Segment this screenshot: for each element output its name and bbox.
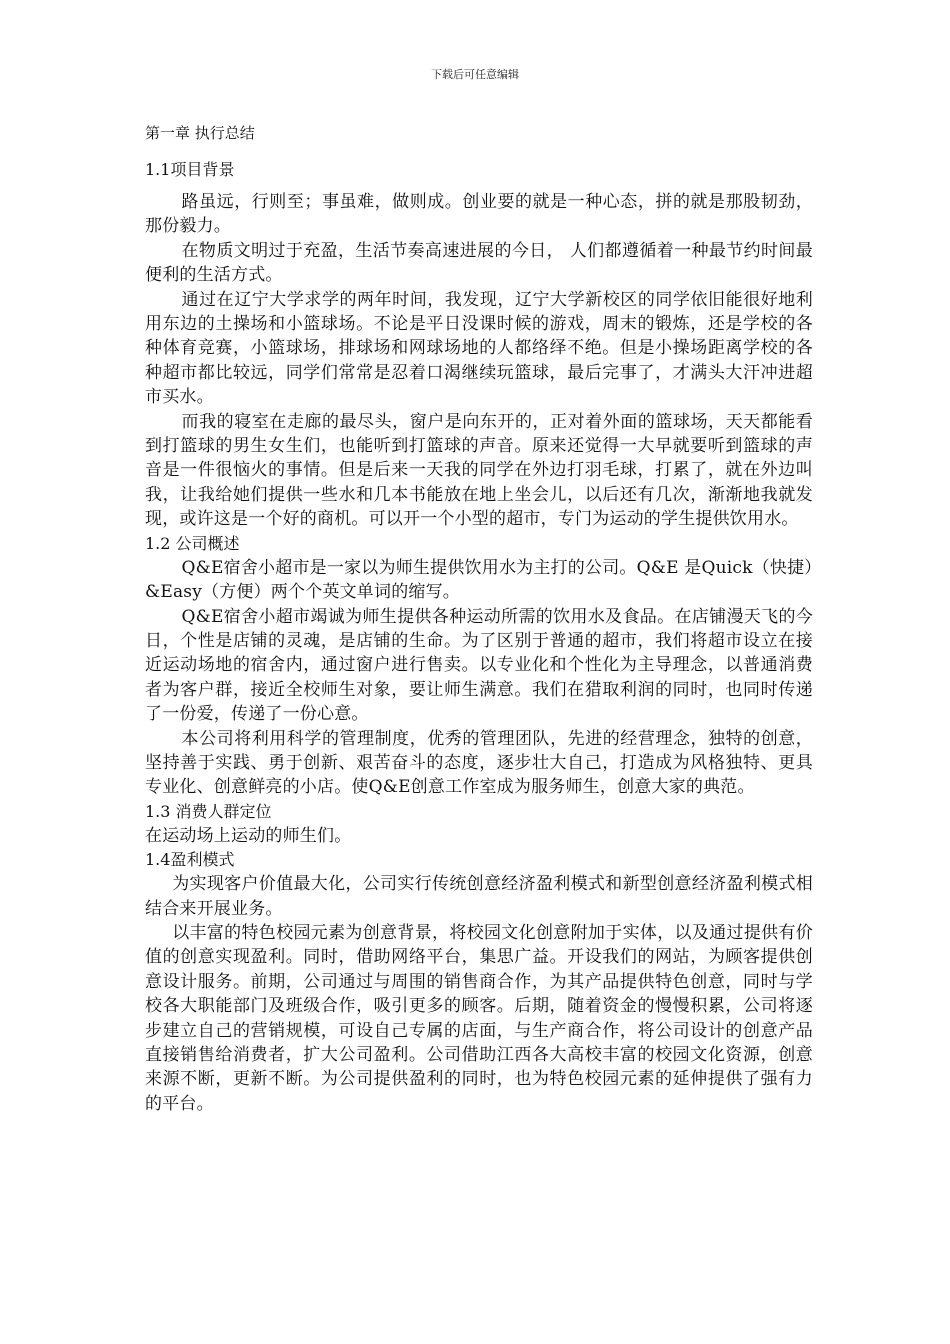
paragraph: 而我的寝室在走廊的最尽头，窗户是向东开的，正对着外面的篮球场，天天都能看到打篮球的男生女生们，也能听到打篮球的声音。原来还觉得一大早就要听到篮球的声音是一件很恼火的事情。但是后来一天我的同学在外边打羽毛球，打累了，就在外边叫我，让我给她们提供一些水和几本书能放在地上坐会儿，以后还有几次，渐渐地我就发现，或许这是一个好的商机。可以开一个小型的超市，专门为运动的学生提供饮用水。 (145, 411, 813, 530)
paragraph: 通过在辽宁大学求学的两年时间，我发现，辽宁大学新校区的同学依旧能很好地利用东边的土操场和小篮球场。不论是平日没课时候的游戏，周末的锻炼，还是学校的各种体育竞赛，小篮球场，排球场和网球场地的人都络绎不绝。但是小操场距离学校的各种超市都比较远，同学们常常是忍着口渴继续玩篮球，最后完事了，才满头大汗冲进超市买水。 (145, 289, 813, 408)
paragraph: 在物质文明过于充盈，生活节奏高速进展的今日， 人们都遵循着一种最节约时间最便利的生活方式。 (145, 240, 813, 286)
section-title-1-4: 1.4盈利模式 (145, 850, 235, 870)
document-body (145, 122, 813, 1116)
paragraph: 为实现客户价值最大化，公司实行传统创意经济盈利模式和新型创意经济盈利模式相结合来开展业务。 (145, 874, 813, 919)
section-title-1-3: 1.3 消费人群定位 (145, 801, 272, 821)
paragraph: Q&E宿舍小超市竭诚为师生提供各种运动所需的饮用水及食品。在店铺漫天飞的今日，个性是店铺的灵魂，是店铺的生命。为了区别于普通的超市，我们将超市设立在接近运动场地的宿舍内，通过窗户进行售卖。以专业化和个性化为主导理念，以普通消费者为客户群，接近全校师生对象，要让师生满意。我们在猎取利润的同时，也同时传递了一份爱，传递了一份心意。 (145, 606, 813, 725)
paragraph: 路虽远，行则至；事虽难，做则成。创业要的就是一种心态，拼的就是那股韧劲，那份毅力。 (145, 192, 813, 237)
paragraph: Q&E宿舍小超市是一家以为师生提供饮用水为主打的公司。Q&E 是Quick（快捷）&Easy（方便）两个个英文单词的缩写。 (145, 557, 813, 603)
paragraph: 在运动场上运动的师生们。 (145, 825, 352, 846)
page-header-note: 下载后可任意编辑 (431, 68, 519, 81)
section-title-1-2: 1.2 公司概述 (145, 533, 240, 553)
section-title-1-1: 1.1项目背景 (145, 160, 235, 179)
chapter-title: 第一章 执行总结 (145, 124, 255, 142)
paragraph: 以丰富的特色校园元素为创意背景，将校园文化创意附加于实体，以及通过提供有价值的创意实现盈利。同时，借助网络平台，集思广益。开设我们的网站，为顾客提供创意设计服务。前期，公司通过与周围的销售商合作，为其产品提供特色创意，同时与学校各大职能部门及班级合作，吸引更多的顾客。后期，随着资金的慢慢积累，公司将逐步建立自己的营销规模，可设自己专属的店面，与生产商合作，将公司设计的创意产品直接销售给消费者，扩大公司盈利。公司借助江西各大高校丰富的校园文化资源，创意来源不断，更新不断。为公司提供盈利的同时，也为特色校园元素的延伸提供了强有力的平台。 (145, 922, 813, 1114)
paragraph: 本公司将利用科学的管理制度，优秀的管理团队，先进的经营理念，独特的创意，坚持善于实践、勇于创新、艰苦奋斗的态度，逐步壮大自己，打造成为风格独特、更具专业化、创意鲜亮的小店。使Q&E创意工作室成为服务师生，创意大家的典范。 (145, 728, 813, 798)
